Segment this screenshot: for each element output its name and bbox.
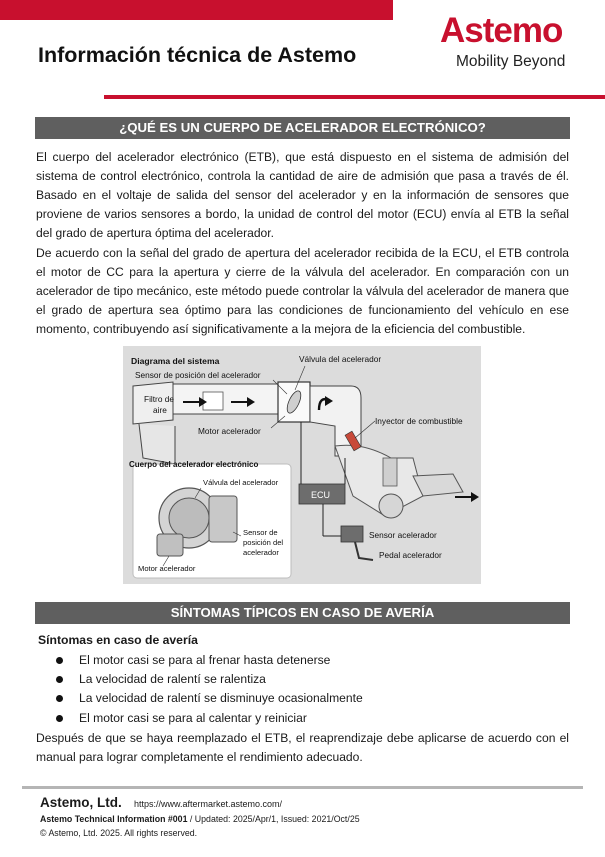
label-fuel-injector: Inyector de combustible [375, 416, 463, 426]
diagram-title: Diagrama del sistema [131, 356, 220, 366]
system-diagram [123, 346, 481, 584]
accelerator-sensor-box [341, 526, 363, 542]
exhaust-arrow-icon [455, 492, 479, 502]
footer-brand: Astemo, Ltd. [40, 795, 122, 810]
symptom-text: El motor casi se para al frenar hasta detenerse [79, 653, 331, 667]
piston [383, 458, 397, 486]
inset-motor-housing [157, 534, 183, 556]
label-accelerator-sensor: Sensor acelerador [369, 530, 437, 540]
logo-tagline: Mobility Beyond [456, 53, 566, 70]
footer-copyright: © Astemo, Ltd. 2025. All rights reserved. [40, 828, 198, 838]
inset-label-sensor-3: acelerador [243, 548, 279, 557]
etb-paragraph-2: De acuerdo con la señal del grado de apertura del acelerador recibida de la ECU, el ETB controla el motor de CC para la apertura y cierre de la válvula del acelerador. En comparación con un acelerador de tipo mecánico, este método puede controlar la válvula del acelerador de manera que el grado de apertura sea óptimo para las condiciones de funcionamiento del vehículo en ese momento, contribuyendo así significativamente a la mejora de la eficiencia del combustible. [36, 246, 569, 337]
inset-label-motor: Motor acelerador [138, 564, 196, 573]
symptoms-list [56, 651, 363, 728]
section-heading-symptoms: SÍNTOMAS TÍPICOS EN CASO DE AVERÍA [35, 602, 570, 624]
label-etb: Cuerpo del acelerador electrónico [129, 460, 259, 469]
footer-dates: / Updated: 2025/Apr/1, Issued: 2021/Oct/25 [187, 814, 360, 824]
symptom-text: La velocidad de ralentí se disminuye ocasionalmente [79, 691, 363, 706]
label-air-filter-2: aire [153, 405, 167, 415]
inset-etb-housing [209, 496, 237, 542]
list-item [56, 689, 363, 708]
bullet-icon [56, 676, 63, 683]
inset-throttle-plate [169, 498, 209, 538]
list-item [56, 670, 363, 689]
label-accelerator-pedal: Pedal acelerador [379, 550, 442, 560]
air-filter-base [139, 424, 175, 464]
relearn-paragraph: Después de que se haya reemplazado el ETB, el reaprendizaje debe aplicarse de acuerdo con el manual para lograr completamente el rendimiento adecuado. [36, 731, 569, 765]
symptoms-label: Síntomas en caso de avería [38, 633, 198, 647]
section-heading-etb: ¿QUÉ ES UN CUERPO DE ACELERADOR ELECTRÓNICO? [35, 117, 570, 139]
list-item [56, 709, 363, 728]
duct-segment [203, 392, 223, 410]
astemo-logo [440, 11, 590, 70]
inset-label-throttle-valve: Válvula del acelerador [203, 478, 279, 487]
top-accent-bar [0, 0, 393, 20]
document-title: Información técnica de Astemo [38, 43, 357, 67]
label-air-filter-1: Filtro de [144, 394, 174, 404]
footer-doc-info [40, 814, 360, 824]
label-ecu: ECU [311, 490, 331, 500]
bullet-icon [56, 715, 63, 722]
label-throttle-valve: Válvula del acelerador [299, 354, 382, 364]
title-divider [104, 95, 605, 99]
bullet-icon [56, 695, 63, 702]
logo-wordmark: Astemo [440, 11, 563, 50]
accelerator-pedal [355, 542, 373, 560]
bullet-icon [56, 657, 63, 664]
symptom-text: La velocidad de ralentí se ralentiza [79, 672, 266, 687]
label-throttle-position-sensor: Sensor de posición del acelerador [135, 370, 261, 380]
crankshaft [379, 494, 403, 518]
list-item [56, 651, 363, 670]
footer-doc-id: Astemo Technical Information #001 [40, 814, 188, 824]
inset-label-sensor-1: Sensor de [243, 528, 278, 537]
symptom-text: El motor casi se para al calentar y reiniciar [79, 710, 307, 725]
footer-url-link[interactable]: https://www.aftermarket.astemo.com/ [134, 799, 283, 809]
etb-paragraph-1: El cuerpo del acelerador electrónico (ETB), que está dispuesto en el sistema de admisión del sistema de control electrónico, controla la cantidad de aire de admisión que pasa a través de él. Basado en el voltaje de salida del sensor del acelerador y en la información de sensores que proviene de varios sensores a bordo, la unidad de control del motor (ECU) envía al ETB la señal del grado de apertura óptima del acelerador. [36, 150, 569, 241]
footer-divider [22, 786, 583, 789]
inset-label-sensor-2: posición del [243, 538, 284, 547]
label-throttle-motor: Motor acelerador [198, 426, 261, 436]
